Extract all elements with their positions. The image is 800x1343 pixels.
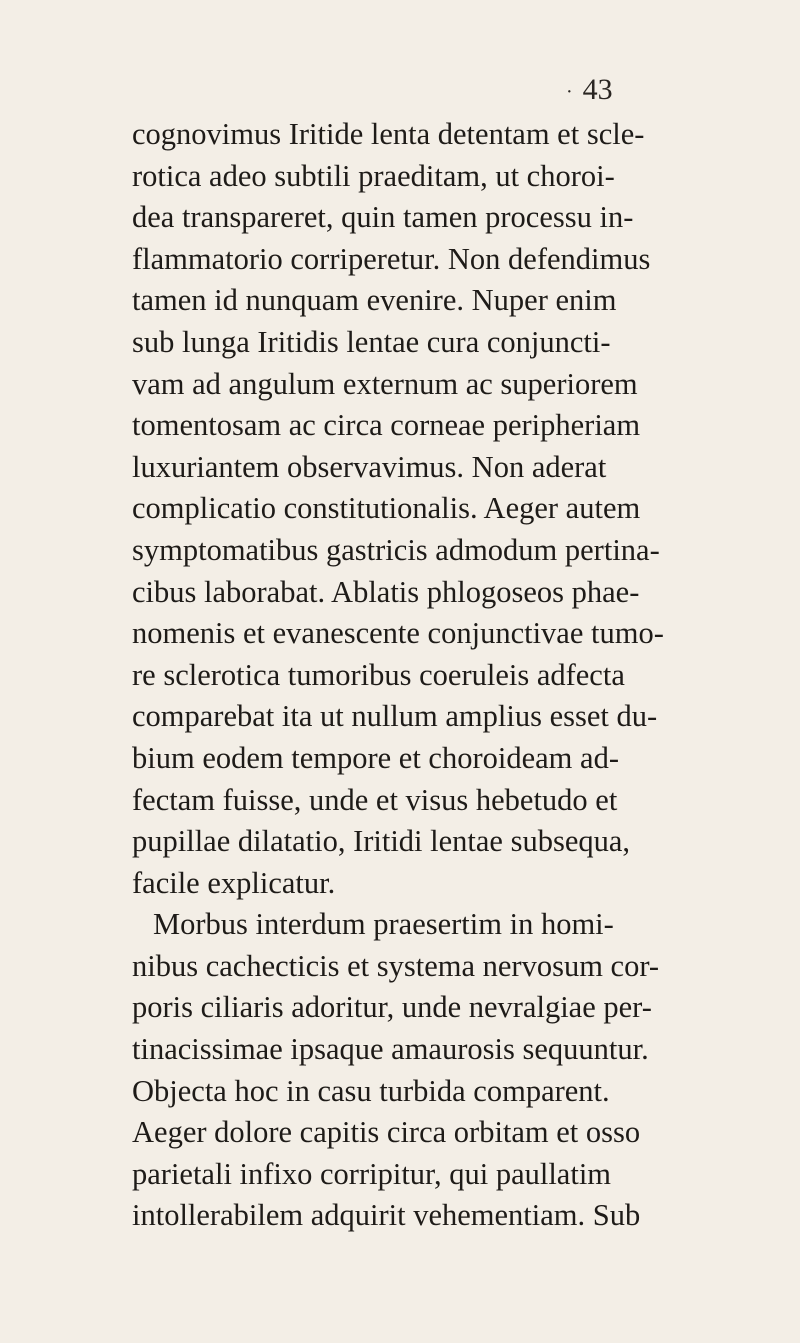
text-line-19: facile explicatur. bbox=[132, 865, 336, 900]
text-line-23: tinacissimae ipsaque amaurosis sequuntur. bbox=[132, 1032, 649, 1067]
text-line-26: parietali infixo corripitur, qui paullatim bbox=[132, 1156, 612, 1191]
page-number-dot: · bbox=[566, 81, 573, 104]
page-number-value: 43 bbox=[582, 73, 613, 106]
text-line-16: bium eodem tempore et choroideam ad- bbox=[132, 740, 619, 775]
text-line-3: dea transpareret, quin tamen processu in- bbox=[132, 200, 634, 235]
text-line-12: cibus laborabat. Ablatis phlogoseos phae- bbox=[132, 574, 640, 609]
body-text bbox=[132, 114, 664, 1237]
text-line-7: vam ad angulum externum ac superiorem bbox=[132, 366, 638, 401]
text-line-4: flammatorio corriperetur. Non defendimus bbox=[132, 241, 651, 276]
text-line-6: sub lunga Iritidis lentae cura conjuncti- bbox=[132, 324, 611, 359]
text-line-10: complicatio constitutionalis. Aeger autem bbox=[132, 491, 641, 526]
text-line-1: cognovimus Iritide lenta detentam et scle- bbox=[132, 117, 645, 151]
text-line-8: tomentosam ac circa corneae peripheriam bbox=[132, 408, 641, 443]
text-line-18: pupillae dilatatio, Iritidi lentae subsequa, bbox=[132, 824, 631, 859]
text-line-20: Morbus interdum praesertim in homi- bbox=[153, 907, 614, 942]
text-line-13: nomenis et evanescente conjunctivae tumo- bbox=[132, 616, 664, 651]
text-line-17: fectam fuisse, unde et visus hebetudo et bbox=[132, 782, 618, 817]
text-line-27: intollerabilem adquirit vehementiam. Sub bbox=[132, 1198, 641, 1233]
text-line-14: re sclerotica tumoribus coeruleis adfecta bbox=[132, 657, 625, 692]
text-line-25: Aeger dolore capitis circa orbitam et osso bbox=[132, 1115, 641, 1150]
page-number bbox=[566, 72, 613, 110]
text-line-22: poris ciliaris adoritur, unde nevralgiae per- bbox=[132, 990, 652, 1025]
text-line-15: comparebat ita ut nullum amplius esset du- bbox=[132, 699, 658, 734]
text-line-21: nibus cachecticis et systema nervosum cor- bbox=[132, 948, 660, 983]
text-line-24: Objecta hoc in casu turbida comparent. bbox=[132, 1073, 610, 1108]
text-line-5: tamen id nunquam evenire. Nuper enim bbox=[132, 283, 617, 318]
text-line-11: symptomatibus gastricis admodum pertina- bbox=[132, 532, 660, 567]
text-line-2: rotica adeo subtili praeditam, ut choroi- bbox=[132, 158, 615, 193]
text-line-9: luxuriantem observavimus. Non aderat bbox=[132, 449, 607, 484]
